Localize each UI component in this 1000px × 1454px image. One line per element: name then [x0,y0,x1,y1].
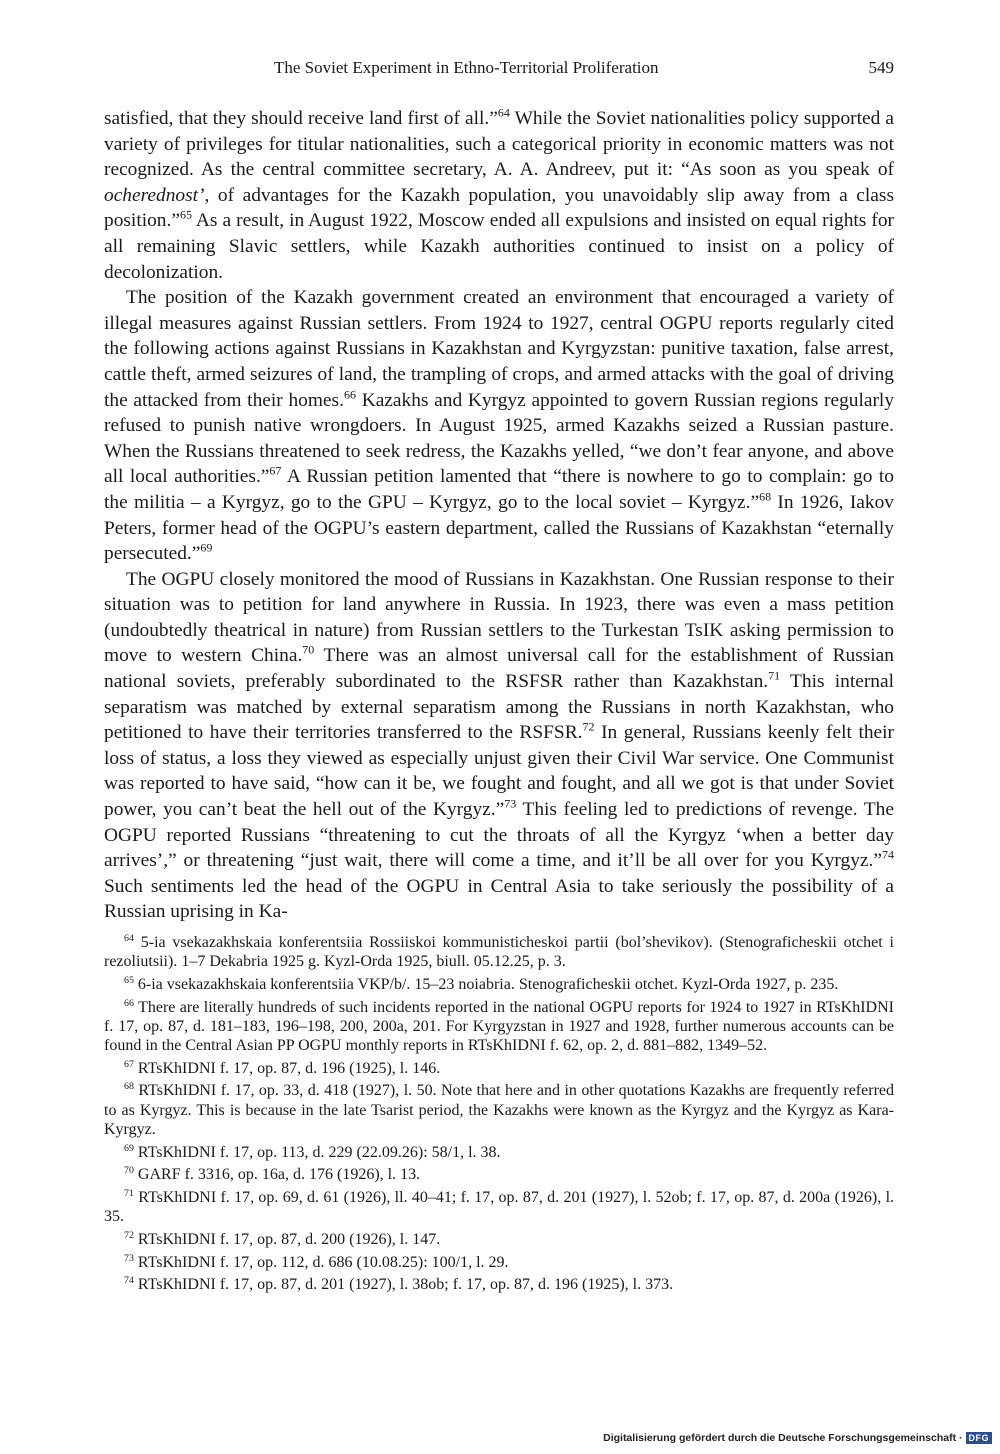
paragraph [104,567,894,925]
footnote-ref[interactable]: 69 [200,540,213,555]
footnote-text: There are literally hundreds of such incidents reported in the national OGPU reports for 1924 to 1927 in RTsKhIDNI f. 17, op. 87, d. 181–183, 196–198, 200, 200a, 201. For Kyrgyzstan in 1927 and 1928, further numerous accounts can be found in the Central Asian PP OGPU monthly reports in RTsKhIDNI f. 62, op. 2, d. 881–882, 1349–52. [104,998,894,1055]
text-run: There was an almost universal call for the establishment of Russian national soviets, preferably subordinated to the RSFSR rather than Kazakhstan. [104,645,894,693]
text-run: As a result, in August 1922, Moscow ended all expulsions and insisted on equal rights for all remaining Slavic settlers, while Kazakh authorities continued to insist on a policy of decolonization. [104,210,894,283]
footnote-text: RTsKhIDNI f. 17, op. 87, d. 201 (1927), l. 38ob; f. 17, op. 87, d. 196 (1925), l. 373. [137,1276,674,1294]
text-run: In general, Russians keenly felt their loss of status, a loss they viewed as especially unjust given their Civil War service. One Communist was reported to have said, “how can it be, we fought and fought, and all we got is that under Soviet power, you can’t beat the hell out of the Kyrgyz.” [104,722,894,821]
footnote [104,998,894,1056]
text-run: This internal separatism was matched by external separatism among the Russians in north Kazakhstan, who petitioned to have their territories transferred to the RSFSR. [104,671,895,744]
text-run: A Russian petition lamented that “there is nowhere to go to complain: go to the militia – a Kyrgyz, go to the GPU – Kyrgyz, go to the local soviet – Kyrgyz.” [104,466,894,513]
footnote-text: 5-ia vsekazakhskaia konferentsiia Rossiiskoi kommunisticheskoi partii (bol’shevikov). (Stenograficheskii otchet i rezoliutsii). 1–7 Dekabria 1925 g. Kyzl-Orda 1925, biull. 05.12.25, p. 3. [104,934,895,971]
footnote-text: RTsKhIDNI f. 17, op. 113, d. 229 (22.09.26): 58/1, l. 38. [137,1143,501,1161]
running-head [104,58,894,84]
footnote [104,1230,894,1249]
footnote-number: 68 [124,1081,134,1093]
footnote-number: 65 [124,974,134,986]
footnote [104,1275,894,1294]
footnote-number: 71 [124,1187,134,1199]
footnote-number: 72 [124,1229,134,1241]
footnotes [104,933,894,1298]
dfg-logo: DFG [966,1432,993,1444]
footnote-number: 70 [124,1165,134,1177]
footnote-ref[interactable]: 71 [768,668,781,683]
footnote-ref[interactable]: 72 [582,719,595,734]
text-run: Such sentiments led the head of the OGPU in Central Asia to take seriously the possibility of a Russian uprising in Ka- [104,875,894,923]
body-text [104,106,894,925]
text-run: The OGPU closely monitored the mood of Russians in Kazakhstan. One Russian response to their situation was to petition for land anywhere in Russia. In 1923, there was even a mass petition (undoubtedly theatrical in nature) from Russian settlers to the Turkestan TsIK asking permission to move to western China. [104,568,894,667]
running-title: The Soviet Experiment in Ethno-Territorial Proliferation [274,58,659,77]
text-run: The position of the Kazakh government created an environment that encouraged a variety of illegal measures against Russian settlers. From 1924 to 1927, central OGPU reports regularly cited the following actions against Russians in Kazakhstan and Kyrgyzstan: punitive taxation, false arrest, cattle theft, armed seizures of land, the trampling of crops, and armed attacks with the goal of driving the attacked from their homes. [104,287,894,411]
italic-term: ocherednost’ [104,184,205,206]
text-run: In 1926, Iakov Peters, former head of the OGPU’s eastern department, called the Russians of Kazakhstan “eternally persecuted.” [104,491,894,565]
footnote-ref[interactable]: 73 [504,796,517,811]
footnote-number: 69 [124,1142,134,1154]
text-run: satisfied, that they should receive land first of all.” [104,108,498,129]
footnote [104,933,894,971]
footnote-ref[interactable]: 67 [269,463,282,478]
footnote-ref[interactable]: 65 [179,207,192,222]
footnote-number: 74 [124,1275,134,1287]
digitization-credit [603,1432,992,1444]
footnote [104,1253,894,1272]
page-number: 549 [868,58,894,77]
footnote-text: RTsKhIDNI f. 17, op. 87, d. 200 (1926), l. 147. [137,1230,441,1248]
footnote-number: 66 [124,997,134,1009]
text-run: , of advantages for the Kazakh population, you unavoidably slip away from a class position.” [104,184,894,232]
footnote [104,1188,894,1226]
footnote [104,1143,894,1162]
footnote-text: 6-ia vsekazakhskaia konferentsiia VKP/b/. 15–23 noiabria. Stenograficheskii otchet. Kyzl-Orda 1927, p. 235. [137,975,839,993]
paragraph [104,106,894,285]
footnote-ref[interactable]: 64 [497,105,510,120]
footnote-text: GARF f. 3316, op. 16a, d. 176 (1926), l. 13. [137,1166,421,1184]
footnote [104,1081,894,1139]
footnote-ref[interactable]: 74 [881,847,894,862]
footnote-text: RTsKhIDNI f. 17, op. 87, d. 196 (1925), l. 146. [137,1059,441,1077]
footnote-ref[interactable]: 68 [759,489,772,504]
footnote [104,1059,894,1078]
footnote-ref[interactable]: 70 [302,643,315,658]
footnote [104,975,894,994]
footnote-number: 64 [124,932,134,944]
credit-text: Digitalisierung gefördert durch die Deutsche Forschungsgemeinschaft · [603,1432,963,1444]
text-run: While the Soviet nationalities policy supported a variety of privileges for titular nationalities, such a categorical priority in economic matters was not recognized. As the central committee secretary, A. A. Andreev, put it: “As soon as you speak of [104,108,895,181]
footnote-ref[interactable]: 66 [343,387,356,402]
footnote-number: 67 [124,1058,134,1070]
footnote-number: 73 [124,1252,134,1264]
text-run: This feeling led to predictions of revenge. The OGPU reported Russians “threatening to cut the throats of all the Kyrgyz ‘when a better day arrives’,” or threatening “just wait, there will come a time, and it’ll be all over for you Kyrgyz.” [104,799,894,872]
footnote-text: RTsKhIDNI f. 17, op. 112, d. 686 (10.08.25): 100/1, l. 29. [137,1253,509,1271]
footnote-text: RTsKhIDNI f. 17, op. 33, d. 418 (1927), l. 50. Note that here and in other quotations Kazakhs are frequently referred to as Kyrgyz. This is because in the late Tsarist period, the Kazakhs were known as the Kyrgyz and the Kyrgyz as Kara-Kyrgyz. [104,1082,894,1138]
paragraph [104,285,894,567]
footnote [104,1165,894,1184]
text-run: Kazakhs and Kyrgyz appointed to govern Russian regions regularly refused to punish native wrongdoers. In August 1925, armed Kazakhs seized a Russian pasture. When the Russians threatened to seek redress, the Kazakhs yelled, “we don’t fear anyone, and above all local authorities.” [104,389,895,488]
footnote-text: RTsKhIDNI f. 17, op. 69, d. 61 (1926), ll. 40–41; f. 17, op. 87, d. 201 (1927), l. 52ob; f. 17, op. 87, d. 200a (1926), l. 35. [104,1188,895,1226]
